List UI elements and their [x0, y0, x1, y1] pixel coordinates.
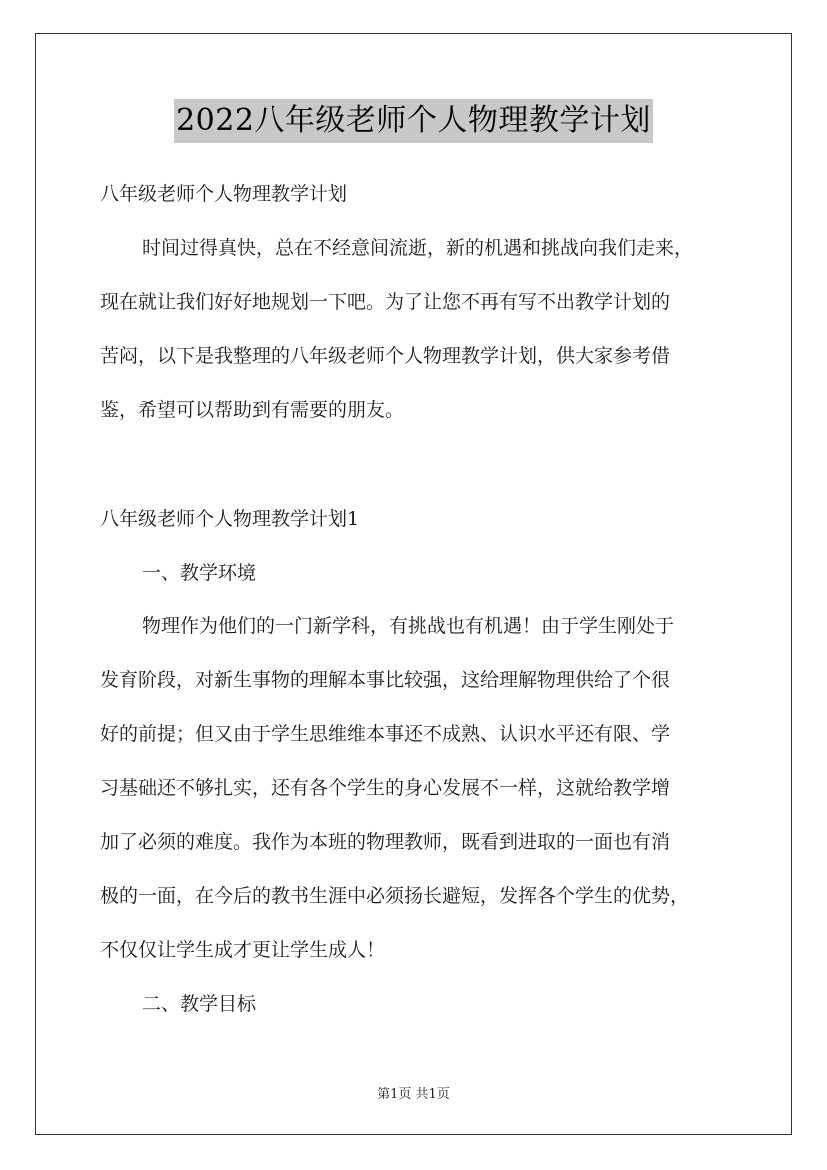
intro-line: 苦闷，以下是我整理的八年级老师个人物理教学计划，供大家参考借	[100, 345, 671, 367]
intro-line: 鉴，希望可以帮助到有需要的朋友。	[100, 399, 405, 421]
body-line: 不仅仅让学生成才更让学生成人！	[100, 939, 386, 961]
section-title: 八年级老师个人物理教学计划1	[100, 508, 360, 530]
body-line: 好的前提；但又由于学生思维维本事还不成熟、认识水平还有限、学	[100, 723, 671, 745]
body-line: 加了必须的难度。我作为本班的物理教师，既看到进取的一面也有消	[100, 831, 671, 853]
section-heading-2: 二、教学目标	[142, 993, 257, 1015]
document-title: 2022八年级老师个人物理教学计划	[174, 99, 653, 143]
body-line: 极的一面，在今后的教书生涯中必须扬长避短，发挥各个学生的优势，	[100, 885, 690, 907]
intro-line: 时间过得真快，总在不经意间流逝，新的机遇和挑战向我们走来，	[142, 237, 694, 259]
body-line: 习基础还不够扎实，还有各个学生的身心发展不一样，这就给教学增	[100, 777, 671, 799]
body-line: 发育阶段，对新生事物的理解本事比较强，这给理解物理供给了个很	[100, 669, 671, 691]
page-footer: 第1页 共1页	[377, 1087, 450, 1102]
body-line: 物理作为他们的一门新学科，有挑战也有机遇！由于学生刚处于	[142, 615, 675, 637]
intro-line: 现在就让我们好好地规划一下吧。为了让您不再有写不出教学计划的	[100, 291, 671, 313]
document-subtitle: 八年级老师个人物理教学计划	[100, 183, 348, 205]
title-container	[0, 99, 827, 143]
section-heading-1: 一、教学环境	[142, 562, 257, 584]
